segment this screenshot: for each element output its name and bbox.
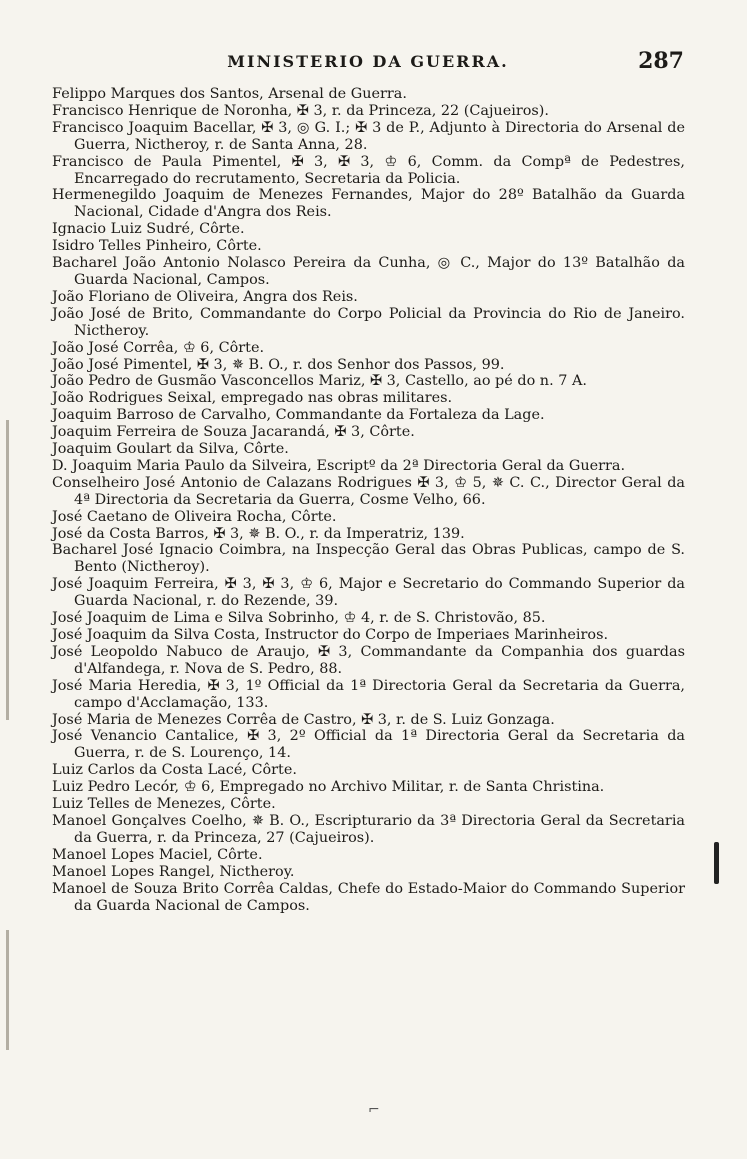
list-item: Manoel de Souza Brito Corrêa Caldas, Chefe do Estado-Maior do Commando Superior da Guarda Nacional de Campos.	[52, 880, 685, 914]
list-item: João Rodrigues Seixal, empregado nas obras militares.	[52, 390, 453, 407]
ink-mark	[714, 842, 719, 884]
list-item: Manoel Lopes Rangel, Nictheroy.	[52, 863, 295, 880]
list-item: Luiz Pedro Lecór, ♔ 6, Empregado no Archivo Militar, r. de Santa Christina.	[52, 779, 605, 796]
list-item: José Maria Heredia, ✠ 3, 1º Official da 1ª Directoria Geral da Secretaria da Guerra, campo d'Acclamação, 133.	[52, 677, 685, 711]
list-item: Luiz Telles de Menezes, Côrte.	[52, 796, 276, 813]
list-item: Bacharel José Ignacio Coimbra, na Inspecção Geral das Obras Publicas, campo de S. Bento (Nictheroy).	[52, 542, 685, 576]
list-item: Francisco Joaquim Bacellar, ✠ 3, ◎ G. I.; ✠ 3 de P., Adjunto à Directoria do Arsenal de Guerra, Nictheroy, r. de Santa Anna, 28.	[52, 119, 685, 153]
list-item: Francisco de Paula Pimentel, ✠ 3, ✠ 3, ♔ 6, Comm. da Compª de Pedestres, Encarregado do recrutamento, Secretaria da Policia.	[52, 153, 685, 187]
list-item: João Pedro de Gusmão Vasconcellos Mariz, ✠ 3, Castello, ao pé do n. 7 A.	[52, 373, 587, 390]
left-margin-bleed-lower	[6, 930, 9, 1050]
list-item: Conselheiro José Antonio de Calazans Rodrigues ✠ 3, ♔ 5, ✵ C. C., Director Geral da 4ª Directoria da Secretaria da Guerra, Cosme Velho, 66.	[52, 474, 685, 508]
directory-list	[52, 86, 685, 914]
list-item: D. Joaquim Maria Paulo da Silveira, Escriptº da 2ª Directoria Geral da Guerra.	[52, 457, 626, 474]
list-item: José Maria de Menezes Corrêa de Castro, ✠ 3, r. de S. Luiz Gonzaga.	[52, 711, 555, 728]
print-mark: ⌐	[368, 1102, 380, 1118]
list-item: Francisco Henrique de Noronha, ✠ 3, r. da Princeza, 22 (Cajueiros).	[52, 102, 549, 119]
list-item: Hermenegildo Joaquim de Menezes Fernandes, Major do 28º Batalhão da Guarda Nacional, Cidade d'Angra dos Reis.	[52, 187, 685, 221]
page-title: MINISTERIO DA GUERRA.	[227, 52, 509, 71]
list-item: Joaquim Barroso de Carvalho, Commandante da Fortaleza da Lage.	[52, 407, 545, 424]
list-item: Bacharel João Antonio Nolasco Pereira da Cunha, ◎ C., Major do 13º Batalhão da Guarda Nacional, Campos.	[52, 255, 685, 288]
list-item: José Joaquim da Silva Costa, Instructor do Corpo de Imperiaes Marinheiros.	[52, 627, 609, 643]
list-item: José Joaquim Ferreira, ✠ 3, ✠ 3, ♔ 6, Major e Secretario do Commando Superior da Guarda Nacional, r. do Rezende, 39.	[52, 576, 685, 610]
list-item: Manoel Lopes Maciel, Côrte.	[52, 846, 263, 863]
list-item: João José de Brito, Commandante do Corpo Policial da Provincia do Rio de Janeiro. Nictheroy.	[52, 305, 685, 339]
list-item: Manoel Gonçalves Coelho, ✵ B. O., Escripturario da 3ª Directoria Geral da Secretaria da Guerra, r. da Princeza, 27 (Cajueiros).	[52, 812, 685, 846]
list-item: João José Corrêa, ♔ 6, Côrte.	[52, 339, 265, 356]
list-item: Joaquim Ferreira de Souza Jacarandá, ✠ 3, Côrte.	[52, 424, 415, 441]
list-item: José Leopoldo Nabuco de Araujo, ✠ 3, Commandante da Companhia dos guardas d'Alfandega, r. Nova de S. Pedro, 88.	[52, 643, 685, 677]
list-item: Felippo Marques dos Santos, Arsenal de Guerra.	[52, 86, 407, 102]
page-header	[52, 48, 684, 76]
list-item: José da Costa Barros, ✠ 3, ✵ B. O., r. da Imperatriz, 139.	[52, 525, 465, 542]
list-item: Joaquim Goulart da Silva, Côrte.	[52, 441, 289, 458]
list-item: João Floriano de Oliveira, Angra dos Reis.	[52, 288, 358, 305]
page-number: 287	[638, 48, 684, 74]
left-margin-bleed	[6, 420, 9, 720]
list-item: Ignacio Luiz Sudré, Côrte.	[52, 221, 245, 238]
list-item: Isidro Telles Pinheiro, Côrte.	[52, 238, 262, 255]
list-item: José Joaquim de Lima e Silva Sobrinho, ♔ 4, r. de S. Christovão, 85.	[52, 610, 546, 627]
list-item: Luiz Carlos da Costa Lacé, Côrte.	[52, 762, 297, 779]
list-item: João José Pimentel, ✠ 3, ✵ B. O., r. dos Senhor dos Passos, 99.	[52, 356, 505, 373]
list-item: José Venancio Cantalice, ✠ 3, 2º Official da 1ª Directoria Geral da Secretaria da Guerra, r. de S. Lourenço, 14.	[52, 728, 685, 762]
list-item: José Caetano de Oliveira Rocha, Côrte.	[52, 508, 337, 525]
